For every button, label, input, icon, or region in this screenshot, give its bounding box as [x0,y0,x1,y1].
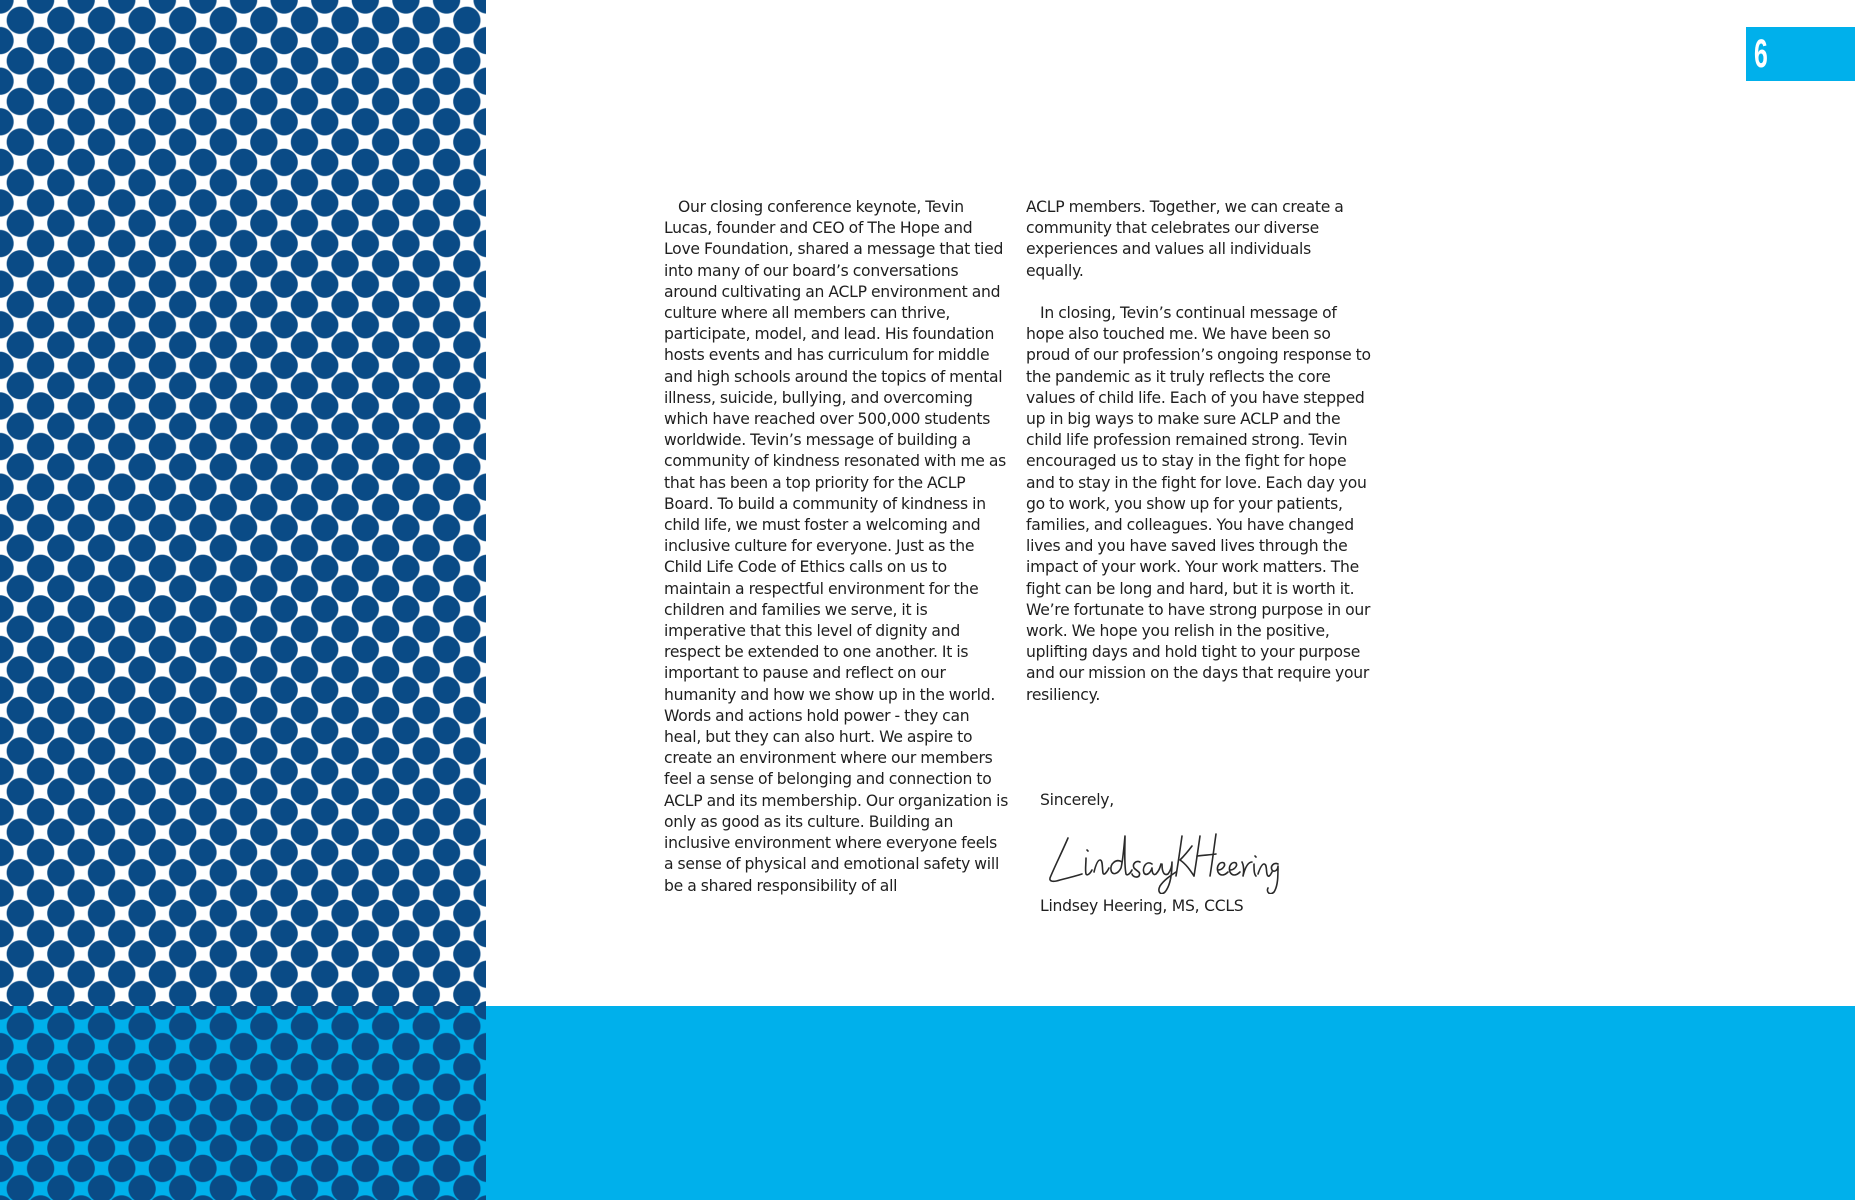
letter-left-column [664,197,1009,897]
polka-dot-pattern [0,0,486,1006]
letter-right-column [1026,197,1371,706]
handwritten-signature [1040,824,1280,894]
polka-dot-pattern-overlay [0,1006,486,1200]
signer-name: Lindsey Heering, MS, CCLS [1040,897,1244,915]
page-number-tab [1746,27,1855,81]
keynote-paragraph: Our closing conference keynote, Tevin Lucas, founder and CEO of The Hope and Love Foundation, shared a message that tied into many of our board’s conversations around cultivating an ACLP environment and culture where all members can thrive, participate, model, and lead. His foundation hosts events and has curriculum for middle and high schools around the topics of mental illness, suicide, bullying, and overcoming which have reached over 500,000 students worldwide. Tevin’s message of building a community of kindness resonated with me as that has been a top priority for the ACLP Board. To build a community of kindness in child life, we must foster a welcoming and inclusive culture for everyone. Just as the Child Life Code of Ethics calls on us to maintain a respectful environment for the children and families we serve, it is imperative that this level of dignity and respect be extended to one another. It is important to pause and reflect on our humanity and how we show up in the world. Words and actions hold power - they can heal, but they can also hurt. We aspire to create an environment where our members feel a sense of belonging and connection to ACLP and its membership. Our organization is only as good as its culture. Building an inclusive environment where everyone feels a sense of physical and emotional safety will be a shared responsibility of all [664,198,1009,895]
page-number: 6 [1754,32,1768,76]
closing-paragraph: In closing, Tevin’s continual message of hope also touched me. We have been so proud of our profession’s ongoing response to the pandemic as it truly reflects the core values of child life. Each of you have stepped up in big ways to make sure ACLP and the child life profession remained strong. Tevin encouraged us to stay in the fight for hope and to stay in the fight for love. Each day you go to work, you show up for your patients, families, and colleagues. You have changed lives and you have saved lives through the impact of your work. Your work matters. The fight can be long and hard, but it is worth it. We’re fortunate to have strong purpose in our work. We hope you relish in the positive, uplifting days and hold tight to your purpose and our mission on the days that require your resiliency. [1026,304,1371,704]
letter-closing: Sincerely, [1040,791,1114,809]
keynote-paragraph-continuation: ACLP members. Together, we can create a community that celebrates our diverse experiences and values all individuals equally. [1026,198,1344,280]
